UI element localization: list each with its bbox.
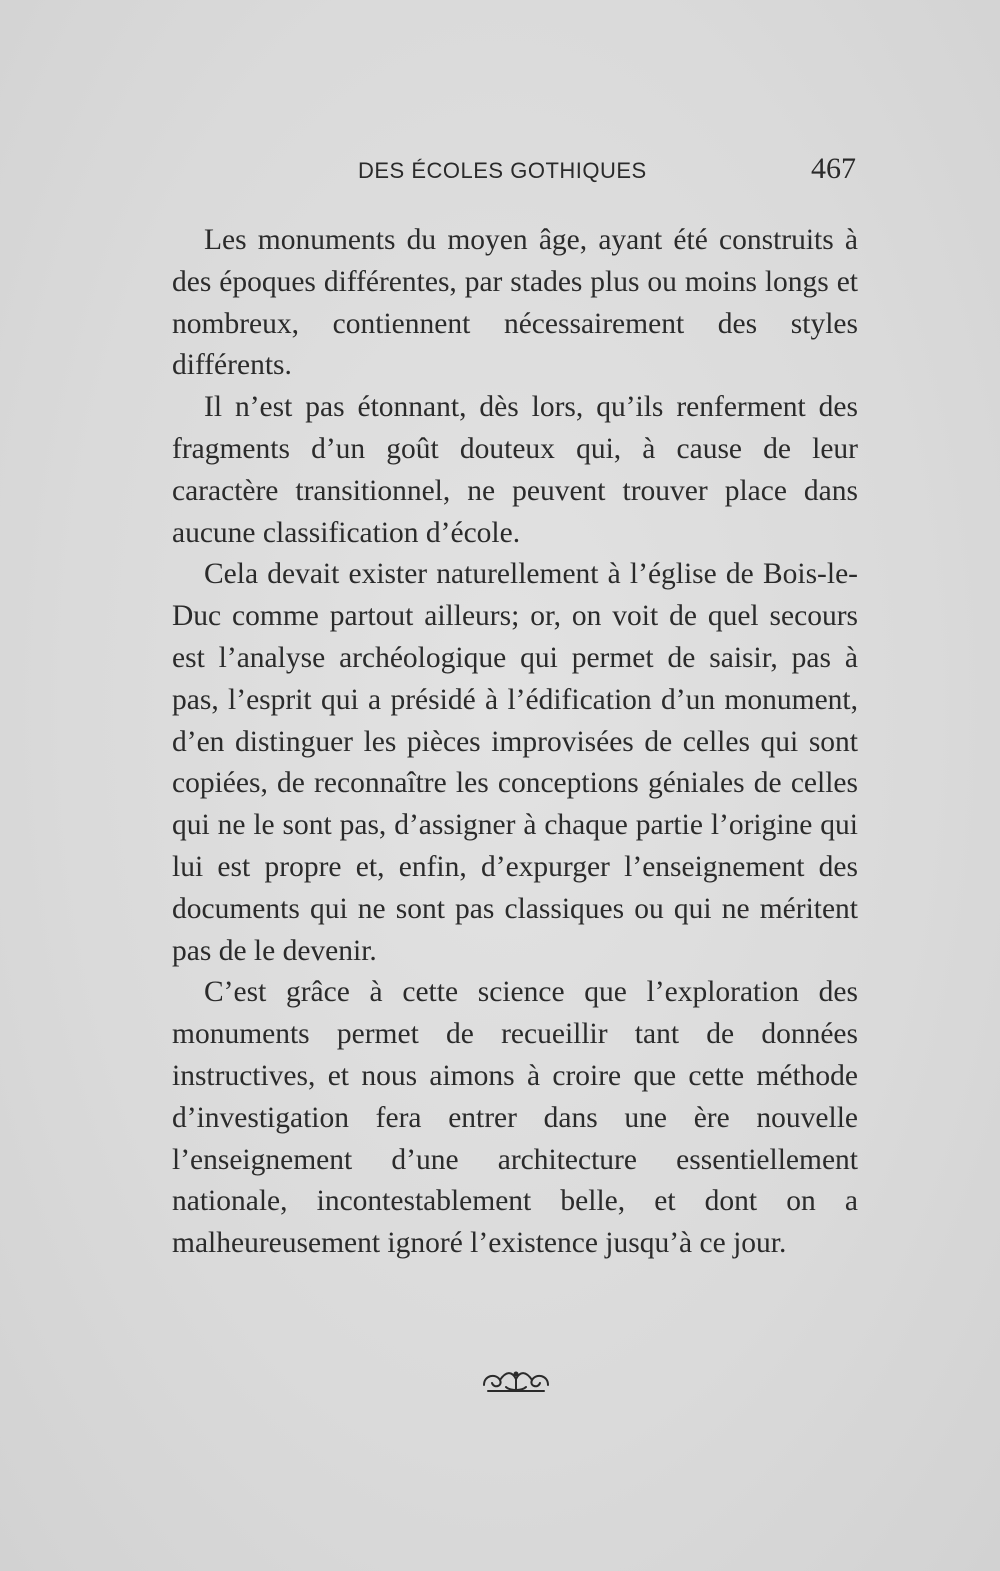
paragraph: Il n’est pas étonnant, dès lors, qu’ils renferment des fragments d’un goût douteux qui, à cause de leur caractère transitionnel, ne peuvent trouver place dans aucune classification d’école.: [172, 391, 858, 549]
running-title: DES ÉCOLES GOTHIQUES: [358, 158, 647, 183]
body-text: [172, 220, 858, 1265]
fleuron-ornament-icon: [480, 1365, 552, 1395]
running-head: [0, 152, 1000, 192]
paragraph: Cela devait exister naturellement à l’église de Bois-le-Duc comme partout ailleurs; or, on voit de quel secours est l’analyse archéologique qui permet de saisir, pas à pas, l’esprit qui a présidé à l’édification d’un monument, d’en distinguer les pièces improvisées de celles qui sont copiées, de reconnaître les conceptions géniales de celles qui ne le sont pas, d’assigner à chaque partie l’origine qui lui est propre et, enfin, d’expurger l’enseignement des documents qui ne sont pas classiques ou qui ne méritent pas de le devenir.: [172, 558, 858, 967]
paragraph: Les monuments du moyen âge, ayant été construits à des époques différentes, par stades plus ou moins longs et nombreux, contiennent nécessairement des styles différents.: [172, 224, 858, 382]
paragraph: C’est grâce à cette science que l’exploration des monuments permet de recueillir tant de données instructives, et nous aimons à croire que cette méthode d’investigation fera entrer dans une ère nouvelle l’enseignement d’une architecture essentiellement nationale, incontestablement belle, et dont on a malheureusement ignoré l’existence jusqu’à ce jour.: [172, 976, 858, 1260]
page-number: 467: [811, 152, 856, 185]
